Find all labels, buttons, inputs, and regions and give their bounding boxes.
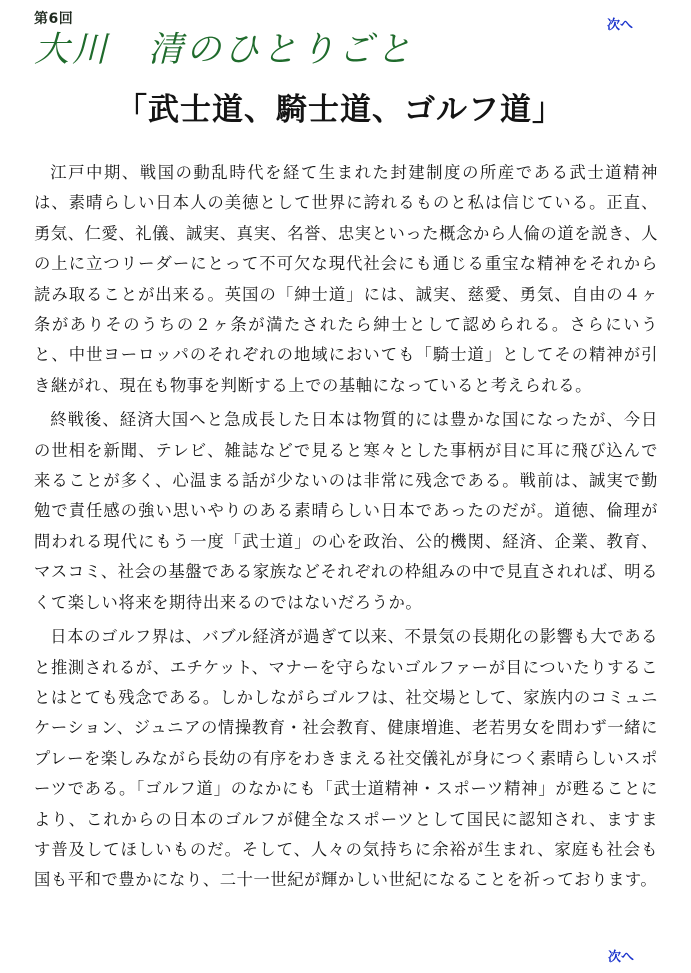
column-title: 大川 清のひとりごと (34, 30, 415, 70)
paragraph-1: 江戸中期、戦国の動乱時代を経て生まれた封建制度の所産である武士道精神は、素晴らしい日本人の美徳として世界に誇れるものと私は信じている。正直、勇気、仁愛、礼儀、誠実、真実、名誉、忠実といった概念から人倫の道を説き、人の上に立つリーダーにとって不可欠な現代社会にも通じる重宝な精神をそれから読み取ることが出来る。英国の「紳士道」には、誠実、慈愛、勇気、自由の４ヶ条がありそのうちの２ヶ条が満たされたら紳士として認められる。さらにいうと、中世ヨーロッパのそれぞれの地域においても「騎士道」としてその精神が引き継がれ、現在も物事を判断する上での基軸になっていると考えられる。 (34, 163, 658, 395)
paragraph-2: 終戦後、経済大国へと急成長した日本は物質的には豊かな国になったが、今日の世相を新聞、テレビ、雑誌などで見ると寒々とした事柄が目に耳に飛び込んで来ることが多く、心温まる話が少ないのは非常に残念である。戦前は、誠実で勤勉で責任感の強い思いやりのある素晴らしい日本であったのだが。道徳、倫理が問われる現代にもう一度「武士道」の心を政治、公的機関、経済、企業、教育、マスコミ、社会の基盤である家族などそれぞれの枠組みの中で見直されれば、明るくて楽しい将来を期待出来るのではないだろうか。 (34, 410, 658, 612)
paragraph-3: 日本のゴルフ界は、バブル経済が過ぎて以来、不景気の長期化の影響も大であると推測されるが、エチケット、マナーを守らないゴルファーが目についたりすることはとても残念である。しかしながらゴルフは、社交場として、家族内のコミュニケーション、ジュニアの情操教育・社会教育、健康増進、老若男女を問わず一緒にプレーを楽しみながら長幼の有序をわきまえる社交儀礼が身につく素晴らしいスポーツである。「ゴルフ道」のなかにも「武士道精神・スポーツ精神」が甦ることにより、これからの日本のゴルフが健全なスポーツとして国民に認知され、ますます普及してほしいものだ。そして、人々の気持ちに余裕が生まれ、家庭も社会も国も平和で豊かになり、二十一世紀が輝かしい世紀になることを祈っております。 (34, 627, 658, 890)
episode-number: 第6回 (34, 11, 74, 27)
article-headline: 「武士道、騎士道、ゴルフ道」 (116, 92, 564, 128)
next-page-link-top[interactable]: 次へ (607, 18, 634, 33)
next-page-link-bottom[interactable]: 次へ (608, 950, 635, 965)
article-body (34, 158, 658, 900)
